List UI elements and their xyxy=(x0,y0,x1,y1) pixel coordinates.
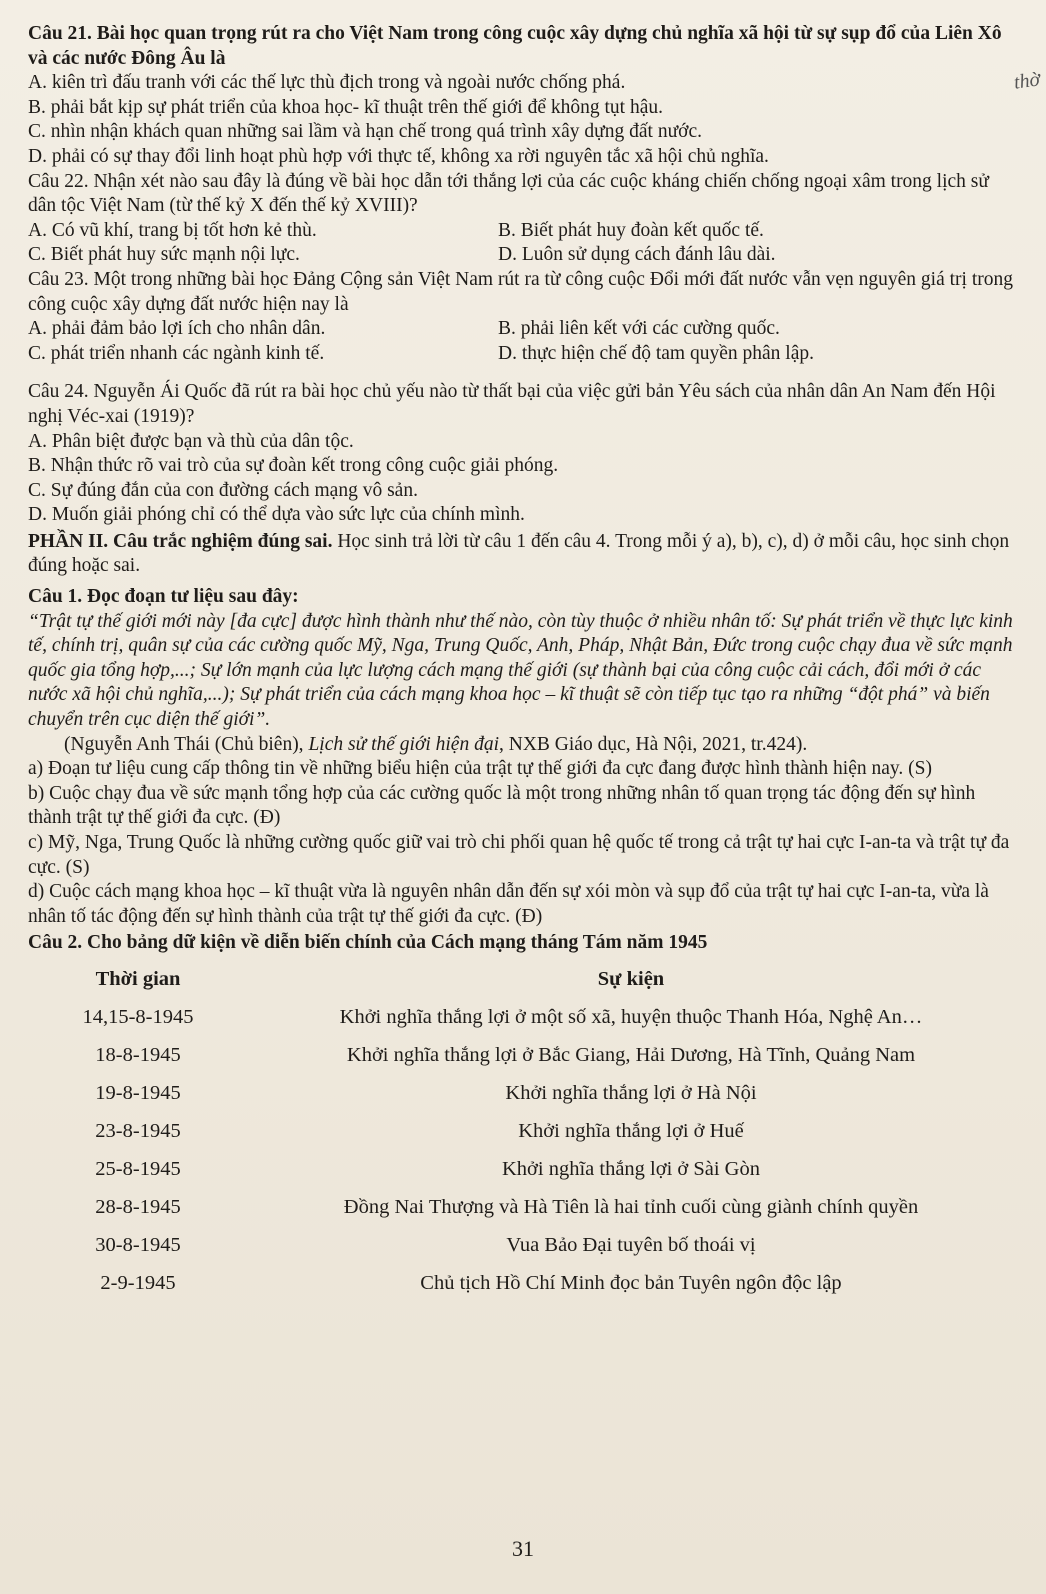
table-row xyxy=(28,1226,1014,1264)
event-date: 19-8-1945 xyxy=(95,1081,181,1104)
question-21-option-d: D. phải có sự thay đổi linh hoạt phù hợp với thực tế, không xa rời nguyên tắc xã hội chủ nghĩa. xyxy=(28,145,769,167)
statement-a: a) Đoạn tư liệu cung cấp thông tin về những biểu hiện của trật tự thế giới đa cực đang được hình thành hiện nay. (S) xyxy=(28,758,932,780)
question-24-option-a: A. Phân biệt được bạn và thù của dân tộc. xyxy=(28,430,354,452)
part-2-question-2 xyxy=(28,931,1014,1302)
source-citation: (Nguyễn Anh Thái (Chủ biên), Lịch sử thế giới hiện đại, NXB Giáo dục, Hà Nội, 2021, tr.424). xyxy=(64,733,808,755)
table-row xyxy=(28,1188,1014,1226)
event-date: 18-8-1945 xyxy=(95,1043,181,1066)
event-date: 2-9-1945 xyxy=(100,1271,176,1294)
event-date: 28-8-1945 xyxy=(95,1195,181,1218)
event-description: Khởi nghĩa thắng lợi ở Huế xyxy=(518,1119,744,1142)
column-header-time: Thời gian xyxy=(95,967,181,990)
event-date: 30-8-1945 xyxy=(95,1233,181,1256)
question-22-option-a: A. Có vũ khí, trang bị tốt hơn kẻ thù. xyxy=(28,219,317,241)
question-21 xyxy=(28,22,1014,170)
statement-b: b) Cuộc chạy đua về sức mạnh tổng hợp của các cường quốc là một trong những nhân tố quan trọng tác động đến sự hình thành trật tự thế giới đa cực. (Đ) xyxy=(28,782,976,829)
question-22-option-b: B. Biết phát huy đoàn kết quốc tế. xyxy=(498,219,764,241)
question-22-stem: Câu 22. Nhận xét nào sau đây là đúng về bài học dẫn tới thắng lợi của các cuộc kháng chiến chống ngoại xâm trong lịch sử dân tộc Việt Nam (từ thế kỷ X đến thế kỷ XVIII)? xyxy=(28,170,989,217)
question-22-option-d: D. Luôn sử dụng cách đánh lâu dài. xyxy=(498,244,776,266)
question-22-options-row-1 xyxy=(28,219,1014,244)
question-23-option-c: C. phát triển nhanh các ngành kinh tế. xyxy=(28,342,325,364)
event-description: Khởi nghĩa thắng lợi ở Bắc Giang, Hải Dương, Hà Tĩnh, Quảng Nam xyxy=(346,1043,916,1066)
table-row xyxy=(28,1112,1014,1150)
question-22-options-row-2 xyxy=(28,243,1014,268)
event-description: Khởi nghĩa thắng lợi ở một số xã, huyện thuộc Thanh Hóa, Nghệ An… xyxy=(339,1005,923,1028)
event-date: 25-8-1945 xyxy=(95,1157,181,1180)
event-date: 23-8-1945 xyxy=(95,1119,181,1142)
question-23-options-row-1 xyxy=(28,317,1014,342)
table-row xyxy=(28,998,1014,1036)
statement-d: d) Cuộc cách mạng khoa học – kĩ thuật vừa là nguyên nhân dẫn đến sự xói mòn và sụp đổ của trật tự hai cực I-an-ta, vừa là nhân tố tác động đến sự hình thành của trật tự thế giới đa cực. (Đ) xyxy=(28,881,989,927)
event-description: Chủ tịch Hồ Chí Minh đọc bản Tuyên ngôn độc lập xyxy=(420,1271,842,1294)
part-2-header xyxy=(28,530,1014,579)
event-description: Khởi nghĩa thắng lợi ở Hà Nội xyxy=(505,1081,757,1104)
page-content xyxy=(28,22,1014,1302)
question-23-options-row-2 xyxy=(28,342,1014,367)
part-2-question-1 xyxy=(28,585,1014,929)
question-21-option-b: B. phải bắt kịp sự phát triển của khoa học- kĩ thuật trên thế giới để không tụt hậu. xyxy=(28,96,663,118)
question-23-stem: Câu 23. Một trong những bài học Đảng Cộng sản Việt Nam rút ra từ công cuộc Đổi mới đất nước vẫn vẹn nguyên giá trị trong công cuộc xây dựng đất nước hiện nay là xyxy=(28,268,1013,315)
question-21-stem: Câu 21. Bài học quan trọng rút ra cho Việt Nam trong công cuộc xây dựng chủ nghĩa xã hội từ sự sụp đổ của Liên Xô và các nước Đông Âu là xyxy=(28,23,1002,69)
event-description: Khởi nghĩa thắng lợi ở Sài Gòn xyxy=(501,1157,760,1180)
part-2-instruction: Học sinh trả lời từ câu 1 đến câu 4. Trong mỗi ý a), b), c), d) ở mỗi câu, học sinh chọn đúng hoặc sai. xyxy=(28,530,1010,577)
question-24-option-d: D. Muốn giải phóng chỉ có thể dựa vào sức lực của chính mình. xyxy=(28,504,525,526)
column-header-event: Sự kiện xyxy=(597,967,665,990)
question-24-option-b: B. Nhận thức rõ vai trò của sự đoàn kết trong công cuộc giải phóng. xyxy=(28,455,559,477)
question-21-option-c: C. nhìn nhận khách quan những sai lầm và hạn chế trong quá trình xây dựng đất nước. xyxy=(28,121,702,143)
part-2-heading: PHẦN II. Câu trắc nghiệm đúng sai. xyxy=(28,530,333,552)
event-description: Vua Bảo Đại tuyên bố thoái vị xyxy=(506,1233,756,1256)
part-2-question-2-title: Câu 2. Cho bảng dữ kiện về diễn biến chính của Cách mạng tháng Tám năm 1945 xyxy=(28,932,708,954)
question-23 xyxy=(28,268,1014,366)
events-table xyxy=(28,960,1014,1302)
table-row xyxy=(28,1264,1014,1302)
question-21-option-a: A. kiên trì đấu tranh với các thế lực thù địch trong và ngoài nước chống phá. xyxy=(28,72,626,94)
question-24-stem: Câu 24. Nguyễn Ái Quốc đã rút ra bài học chủ yếu nào từ thất bại của việc gửi bản Yêu sách của nhân dân An Nam đến Hội nghị Véc-xai (1919)? xyxy=(28,381,996,427)
question-24-option-c: C. Sự đúng đắn của con đường cách mạng vô sản. xyxy=(28,479,418,501)
statement-c: c) Mỹ, Nga, Trung Quốc là những cường quốc giữ vai trò chi phối quan hệ quốc tế trong cả trật tự hai cực I-an-ta và trật tự đa cực. (S) xyxy=(28,832,1010,878)
edge-text-fragment: thờ xyxy=(1012,68,1042,94)
event-description: Đồng Nai Thượng và Hà Tiên là hai tỉnh cuối cùng giành chính quyền xyxy=(343,1195,919,1218)
question-23-option-d: D. thực hiện chế độ tam quyền phân lập. xyxy=(498,342,814,364)
table-row xyxy=(28,1150,1014,1188)
table-row xyxy=(28,1036,1014,1074)
question-22 xyxy=(28,170,1014,268)
question-22-option-c: C. Biết phát huy sức mạnh nội lực. xyxy=(28,244,300,266)
part-2-question-1-title: Câu 1. Đọc đoạn tư liệu sau đây: xyxy=(28,586,299,608)
event-date: 14,15-8-1945 xyxy=(82,1005,194,1028)
question-23-option-b: B. phải liên kết với các cường quốc. xyxy=(498,318,780,340)
question-24 xyxy=(28,380,1014,528)
table-row xyxy=(28,1074,1014,1112)
question-23-option-a: A. phải đảm bảo lợi ích cho nhân dân. xyxy=(28,318,326,340)
page-number: 31 xyxy=(512,1536,534,1561)
events-table-header xyxy=(28,960,1014,998)
source-quote: “Trật tự thế giới mới này [đa cực] được hình thành như thế nào, còn tùy thuộc ở nhiều nhân tố: Sự phát triển về thực lực kinh tế, chính trị, quân sự của các cường quốc Mỹ, Nga, Trung Quốc, Anh, Pháp, Nhật Bản, Đức trong cuộc chạy đua về sức mạnh quốc gia tổng hợp,...; Sự lớn mạnh của lực lượng cách mạng thế giới (sự thành bại của công cuộc cải cách, đổi mới ở các nước xã hội chủ nghĩa,...); Sự phát triển của cách mạng khoa học – kĩ thuật sẽ còn tiếp tục tạo ra những “đột phá” và biến chuyển trên cục diện thế giới”. xyxy=(28,610,1013,731)
